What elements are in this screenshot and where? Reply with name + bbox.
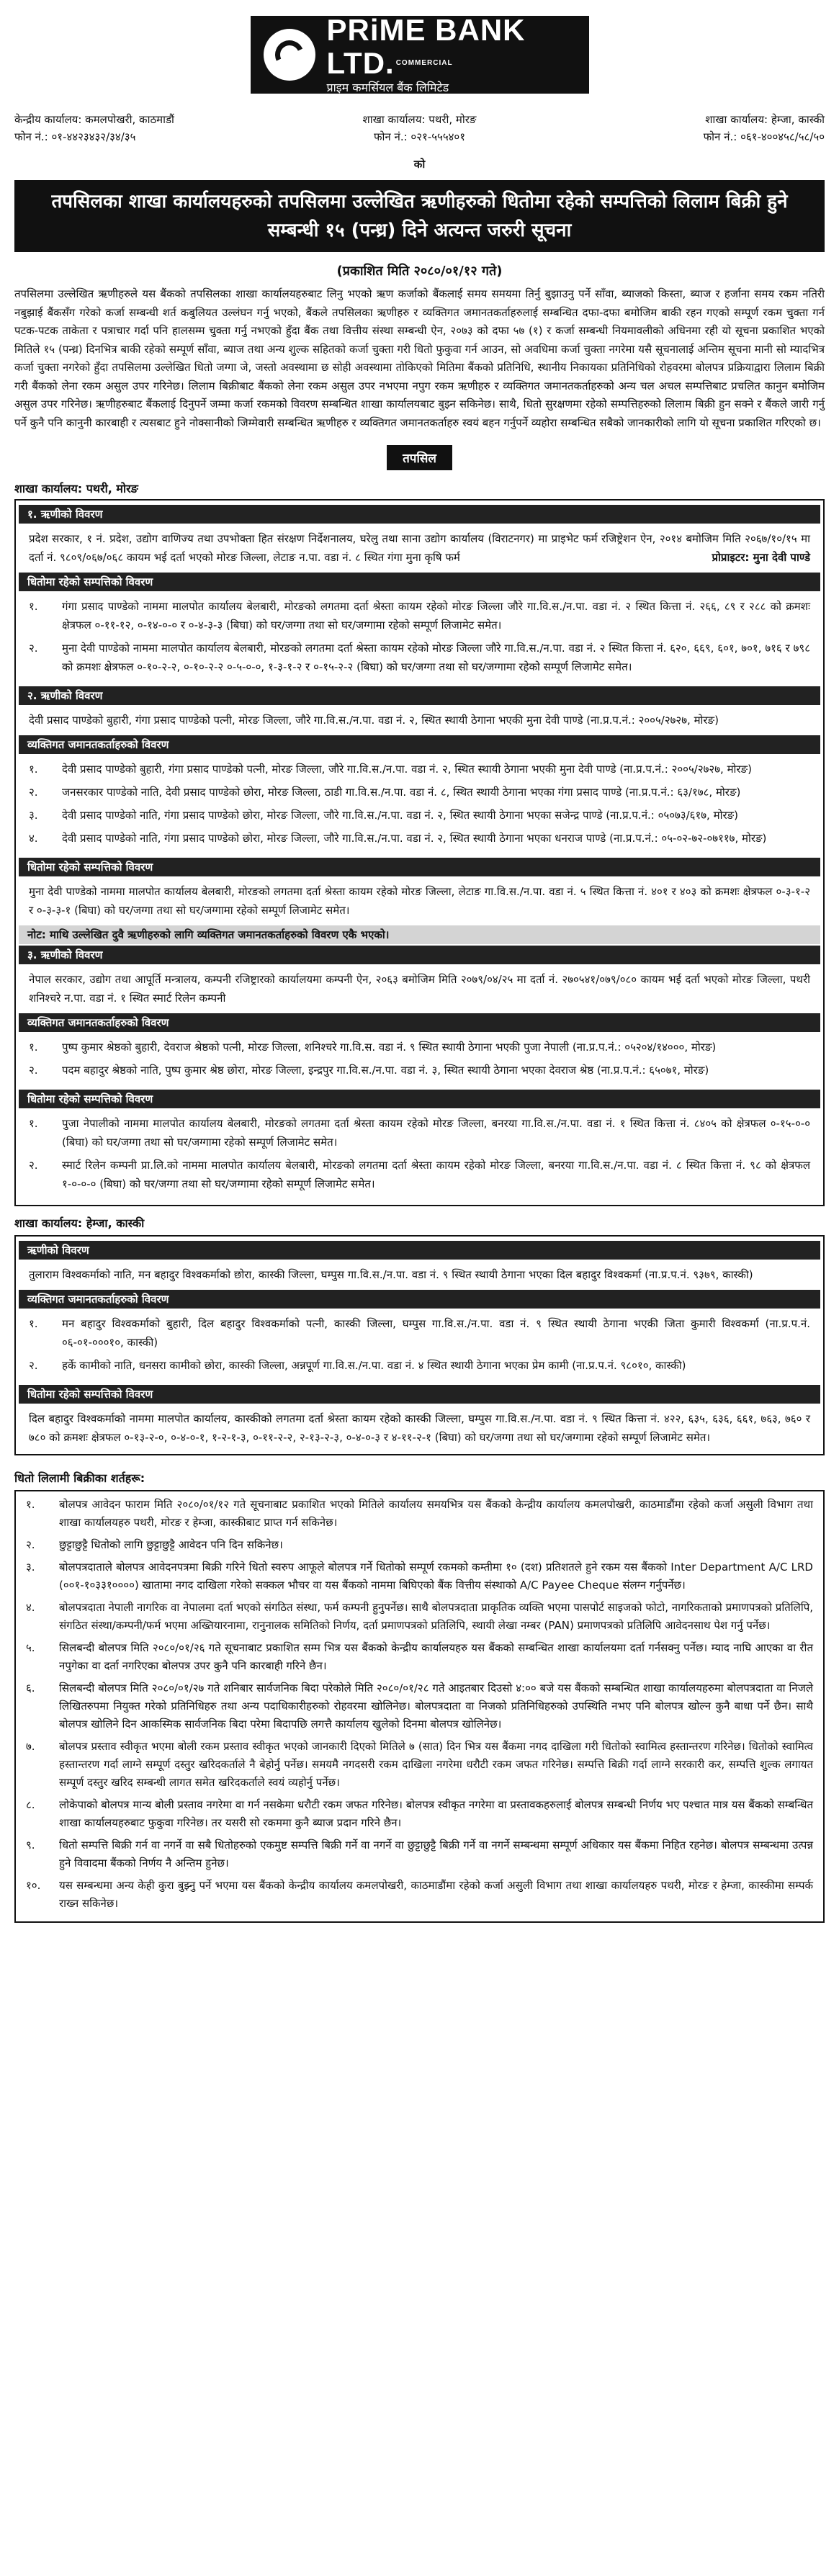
list-item: २. हर्के कामीको नाति, धनसरा कामीको छोरा, कास्की जिल्ला, अन्नपूर्ण गा.वि.स./न.पा. वडा नं. ४ स्थित स्थायी ठेगाना भएका प्रेम कामी (ना.प्र.प.नं. ९८०१०, कास्की) — [29, 1359, 686, 1372]
head-office-phone: फोन नं.: ०१-४४२३४३२/३४/३५ — [14, 130, 136, 143]
list-item: २. पदम बहादुर श्रेष्ठको नाति, पुष्प कुमार श्रेष्ठ छोरा, मोरङ जिल्ला, इन्द्रपुर गा.वि.स./न.पा. वडा नं. ३, स्थित स्थायी ठेगाना भएका देवराज श्रेष्ठ (ना.प्र.प.नं.: ६५०७१, मोरङ) — [29, 1064, 709, 1077]
hemja-guarantor-list — [19, 1310, 820, 1383]
hemja-office-address: शाखा कार्यालय: हेम्जा, कास्की — [705, 113, 825, 126]
hemja-borrower-details: तुलाराम विश्वकर्माको नाति, मन बहादुर विश्वकर्माको छोरा, कास्की जिल्ला, घम्पुस गा.वि.स./न.पा. वडा नं. ९ स्थित स्थायी ठेगाना भएका दिल बहादुर विश्वकर्मा (ना.प्र.प.नं. ९३७९, कास्की) — [29, 1268, 753, 1281]
guarantor-note: नोट: माथि उल्लेखित दुवै ऋणीहरुको लागि व्यक्तिगत जमानतकर्ताहरुको विवरण एकै भएको। — [19, 925, 820, 944]
notice-title: तपसिलका शाखा कार्यालयहरुको तपसिलमा उल्लेखित ऋणीहरुको धितोमा रहेको सम्पत्तिको लिलाम बिक्री हुने सम्बन्धी १५ (पन्ध्र) दिने अत्यन्त जरुरी सूचना — [14, 180, 825, 252]
borrower-1-text: प्रदेश सरकार, १ नं. प्रदेश, उद्योग वाणिज्य तथा उपभोक्ता हित संरक्षण निर्देशनालय, घरेलु तथा साना उद्योग कार्यालय (विराटनगर) मा प्राइभेट फर्म रजिष्ट्रेशन ऐन, २०१४ बमोजिम मिति २०६७/१०/१५ मा दर्ता नं. ९८०९/०६७/०६८ कायम भई दर्ता भएको मोरङ जिल्ला, लेटाङ न.पा. वडा नं. ८ स्थित गंगा मुना कृषि फर्म — [29, 532, 810, 564]
borrower-2-details: देवी प्रसाद पाण्डेको बुहारी, गंगा प्रसाद पाण्डेको पत्नी, मोरङ जिल्ला, जौरे गा.वि.स./न.पा. वडा नं. २, स्थित स्थायी ठेगाना भएकी मुना देवी पाण्डे (ना.प्र.प.नं.: २००५/२७२७, मोरङ) — [29, 714, 719, 727]
hemja-borrower-heading: ऋणीको विवरण — [19, 1241, 820, 1260]
list-item: ६. सिलबन्दी बोलपत्र मिति २०८०/०१/२७ गते शनिबार सार्वजनिक बिदा परेकोले मिति २०८०/०१/२८ गते आइतबार दिउसो ४:०० बजे यस बैंकको सम्बन्धित शाखा कार्यालयहरुमा बोलपत्रदाता वा निजले लिखितरुपमा नियुक्त गरेको प्रतिनिधिहरु तथा अन्य पदाधिकारीहरुको रोहवरमा खोलिनेछ। बोलपत्रदाता वा निजको प्रतिनिधिहरुको उपस्थिति नभए पनि बोलपत्र खोल्न कुनै बाधा पर्ने छैन। साथै बोलपत्र खोलिने दिन आकस्मिक सार्वजनिक बिदा परेमा बिदापछि लगत्तै कार्यालय खुलेको दिनमा बोलपत्र खोलिनेछ। — [26, 1682, 813, 1731]
list-item: १. पुजा नेपालीको नाममा मालपोत कार्यालय बेलबारी, मोरङको लगतमा दर्ता श्रेस्ता कायम रहेको मोरङ जिल्ला, बनरया गा.वि.स./न.पा. वडा नं. १ स्थित कित्ता नं. ८४०५ को क्षेत्रफल ०-१५-०-० (बिघा) को घर/जग्गा तथा सो घर/जग्गामा रहेको सम्पूर्ण लिजामेट समेत। — [29, 1117, 810, 1149]
borrower-2-guarantor-heading: व्यक्तिगत जमानतकर्ताहरुको विवरण — [19, 735, 820, 754]
head-office — [14, 111, 282, 145]
prime-bank-logo-icon — [264, 29, 315, 81]
list-item: ३. बोलपत्रदाताले बोलपत्र आवेदनपत्रमा बिक्री गरिने धितो स्वरुप आफूले बोलपत्र गर्ने धितोको सम्पूर्ण रकमको कम्तीमा १० (दश) प्रतिशतले हुने रकम यस बैंकको Inter Department A/C LRD (००१-१०३३१००००) खातामा नगद दाखिला गरेको सक्कल भौचर वा यस बैंकको नाममा बिघिएको बैंक वित्तीय संस्थाको A/C Payee Cheque संलग्न गर्नुपर्नेछ। — [26, 1561, 813, 1592]
list-item: २. मुना देवी पाण्डेको नाममा मालपोत कार्यालय बेलबारी, मोरङको लगतमा दर्ता श्रेस्ता कायम रहेको मोरङ जिल्ला जौरे गा.वि.स./न.पा. वडा नं. २ स्थित कित्ता नं. ६२०, ६६९, ६०१, ७०१, ७१६ र ७९८ को क्रमशः क्षेत्रफल ०-१०-२-२, ०-१०-२-२ ०-५-०-०, १-३-१-२ र ०-१५-२-२ (बिघा) को घर/जग्गा तथा सो घर/जग्गामा रहेको सम्पूर्ण लिजामेट समेत। — [29, 642, 810, 673]
hemja-guarantor-heading: व्यक्तिगत जमानतकर्ताहरुको विवरण — [19, 1290, 820, 1309]
list-item: ५. सिलबन्दी बोलपत्र मिति २०८०/०१/२६ गते सूचनाबाट प्रकाशित सम्म भित्र यस बैंकको केन्द्रीय कार्यालयहरु यस बैंकको सम्बन्धित शाखा कार्यालयमा दर्ता गर्नसक्नु पर्नेछ। म्याद नाघि आएका वा रीत नपुगेका वा दर्ता नगरिएका बोलपत्र उपर कुनै पनि कारबाही गरिने छैन। — [26, 1641, 813, 1672]
borrower-1-collateral-heading: धितोमा रहेको सम्पत्तिको विवरण — [19, 573, 820, 591]
list-item: ४. बोलपत्रदाता नेपाली नागरिक वा नेपालमा दर्ता भएको संगठित संस्था, फर्म कम्पनी हुनुपर्नेछ। साथै बोलपत्रदाता प्राकृतिक व्यक्ति भएमा पासपोर्ट साइजको फोटो, नागरिकताको प्रमाणपत्रको प्रतिलिपि, संगठित संस्था/कम्पनी/फर्म भएमा अख्तियारनामा, रानुनालक समितिको निर्णय, दर्ता प्रमाणपत्रको प्रतिलिपि, स्थायी लेखा नम्बर (PAN) प्रमाणपत्रको प्रतिलिपि आवेदनसाथ पेश गर्नु पर्नेछ। — [26, 1601, 813, 1632]
borrower-2-collateral: मुना देवी पाण्डेको नाममा मालपोत कार्यालय बेलबारी, मोरङको लगतमा दर्ता श्रेस्ता कायम रहेको मोरङ जिल्ला, लेटाङ गा.वि.स./न.पा. वडा नं. ५ स्थित कित्ता नं. ४०१ र ४०३ को क्रमशः क्षेत्रफल ०-३-१-२ र ०-३-३-१ (बिघा) को घर/जग्गा तथा सो घर/जग्गामा रहेको सम्पूर्ण लिजामेट समेत। — [29, 885, 810, 917]
list-item: ७. बोलपत्र प्रस्ताव स्वीकृत भएमा बोली रकम प्रस्ताव स्वीकृत भएको जानकारी दिएको मितिले ७ (सात) दिन भित्र यस बैंकमा नगद दाखिला गरी धितोको स्वामित्व हस्तान्तरण गरिनेछ। धितोको स्वामित्व हस्तान्तरण गर्दा लाग्ने सम्पूर्ण दस्तुर खरिदकर्ताले नै बेहोर्नु पर्नेछ। समयमै नगदसरी रकम दाखिला नगरेमा धरौटी रकम जफत गरिनेछ। सम्पत्ति बिक्री गर्दा लाग्ने सरकारी कर, सम्पत्ति शुल्क लगायत सम्पूर्ण दस्तुर खरिद सम्बन्धी लागत समेत खरिदकर्ताले स्वयं व्यहोर्नु पर्नेछ। — [26, 1740, 813, 1789]
hemja-office — [557, 111, 825, 145]
borrower-1-heading: १. ऋणीको विवरण — [19, 505, 820, 524]
list-item: ३. देवी प्रसाद पाण्डेको नाति, गंगा प्रसाद पाण्डेको छोरा, मोरङ जिल्ला, जौरे गा.वि.स./न.पा. वडा नं. २, स्थित स्थायी ठेगाना भएका सजेन्द्र पाण्डे (ना.प्र.प.नं.: ०५०७३/६१७, मोरङ) — [29, 809, 738, 822]
logo-text — [327, 14, 576, 96]
conditions-title: धितो लिलामी बिक्रीका शर्तहरू: — [14, 1471, 145, 1485]
logo-nepali-name: प्राइम कमर्सियल बैंक लिमिटेड — [326, 81, 449, 94]
borrower-2-heading: २. ऋणीको विवरण — [19, 686, 820, 705]
branch-hemja-label: शाखा कार्यालय: हेम्जा, कास्की — [14, 1216, 145, 1230]
conditions-list — [16, 1491, 823, 1921]
borrower-2-collateral-heading: धितोमा रहेको सम्पत्तिको विवरण — [19, 858, 820, 876]
intro-paragraph: तपसिलमा उल्लेखित ऋणीहरुले यस बैंकको तपसिलका शाखा कार्यालयहरुबाट लिनु भएको ऋण कर्जाको बैंकलाई समय समयमा तिर्नु बुझाउनु पर्ने साँवा, ब्याजको किस्ता, ब्याज र हर्जाना समय रकम नतिरी नबुझाई बैंकसँग गरेको कर्जा सम्बन्धी शर्त कबुलियत उल्लंघन गर्नु भएको, बैंकले तपसिलका ऋणीहरु र व्यक्तिगत जमानतकर्ताहरुलाई सम्बन्धित दफा-दफा बमोजिम बाकी रहन गएको सम्पूर्ण रकम चुक्ता गर्न पटक-पटक ताकेता र पत्राचार गर्दा पनि हालसम्म चुक्ता गर्नु नभएको हुँदा बैंक तथा वित्तीय संस्था सम्बन्धी ऐन, २०७३ को दफा ५७ (१) र कर्जा सम्बन्धी नियमावलीको अधिनमा रही यो सूचना प्रकाशित भएको मितिले १५ (पन्ध्र) दिनभित्र बाकी रहेको सम्पूर्ण साँवा, ब्याज तथा अन्य शुल्क सहितको कर्जा चुक्ता गरी धितो फुकुवा गर्न आउन, सो अवधिमा कर्जा चुक्ता नगरेमा यसै सूचनालाई अन्तिम सूचना मानी सो म्यादभित्र कर्जा चुक्ता नगरेको हुँदा तपसिलमा उल्लेखित धितो जग्गा जे, जस्तो अवस्थामा छ सोही अवस्थामा तोकिएको मितिमा बैंकको प्रतिनिधि, स्थानीय निकायका प्रतिनिधिको रोहवरमा बोलपत्र प्रक्रियाद्वारा लिलाम बिक्री गरी बैंकको लेना रकम असुल उपर गरिनेछ। लिलाम बिक्रीबाट बैंकको लेना रकम असुल उपर नभएमा नपुग रकम ऋणीहरु र व्यक्तिगत जमानतकर्ताहरुको अन्य चल अचल सम्पत्तिबाट प्रचलित कानुन बमोजिम असुल उपर गरिनेछ। ऋणीहरुबाट बैंकलाई दिनुपर्ने जम्मा कर्जा रकमको विवरण सम्बन्धित शाखा कार्यालयबाट बुझ्न सकिनेछ। साथै, धितो सुरक्षणमा रहेको सम्पत्तिहरुको लिलाम बिक्री हुन सक्ने र बैंकले जारी गर्नु पर्ने कुनै पनि कानुनी कारबाही र त्यसबाट हुने नोक्सानीको जिम्मेवारी सम्बन्धित ऋणीहरु र व्यक्तिगत जमानतकर्ताहरु स्वयं बहन गर्नुपर्ने व्यहोरा सम्बन्धित सबैको जानकारीको लागि यो सूचना प्रकाशित गरिएको छ। — [14, 287, 825, 429]
ko-label: को — [413, 158, 426, 171]
borrower-3-collateral-heading: धितोमा रहेको सम्पत्तिको विवरण — [19, 1090, 820, 1108]
tapsil-heading: तपसिल — [387, 445, 452, 470]
hemja-collateral: दिल बहादुर विश्वकर्माको नाममा मालपोत कार्यालय, कास्कीको लगतमा दर्ता श्रेस्ता कायम रहेको कास्की जिल्ला, घम्पुस गा.वि.स./न.पा. वडा नं. ९ स्थित कित्ता नं. ४२२, ६३५, ६३६, ६६१, ७६३, ७६० र ७८० को क्रमशः क्षेत्रफल ०-१३-२-०, ०-४-०-१, १-२-१-३, ०-११-२-२, २-१३-२-३, ०-४-०-३ र ४-११-२-१ (बिघा) को घर/जग्गा तथा सो घर/जग्गामा रहेको सम्पूर्ण लिजामेट समेत। — [29, 1412, 810, 1444]
borrower-3-guarantor-heading: व्यक्तिगत जमानतकर्ताहरुको विवरण — [19, 1013, 820, 1032]
office-addresses — [14, 111, 825, 145]
borrower-1-proprietor: प्रोप्राइटर: मुना देवी पाण्डे — [712, 551, 810, 564]
branch-pathari-box — [14, 499, 825, 1206]
borrower-2-guarantor-list — [19, 755, 820, 856]
list-item: २. जनसरकार पाण्डेको नाति, देवी प्रसाद पाण्डेको छोरा, मोरङ जिल्ला, ठाडी गा.वि.स./न.पा. वडा नं. ८, स्थित स्थायी ठेगाना भएका गंगा प्रसाद पाण्डे (ना.प्र.प.नं.: ६३/१७८, मोरङ) — [29, 786, 741, 799]
notice-page — [14, 0, 825, 1923]
pathari-office-phone: फोन नं.: ०२१-५५५४०१ — [373, 130, 466, 143]
borrower-3-collateral-list — [19, 1110, 820, 1202]
borrower-3-details: नेपाल सरकार, उद्योग तथा आपूर्ति मन्त्रालय, कम्पनी रजिष्ट्रारको कार्यालयमा कम्पनी ऐन, २०६३ बमोजिम मिति २०७९/०४/२५ मा दर्ता नं. २७०५४१/०७९/०८० कायम भई दर्ता भएको मोरङ जिल्ला, पथरी शनिश्चरे न.पा. वडा नं. १ स्थित स्मार्ट रिलेन कम्पनी — [29, 973, 810, 1005]
list-item: १. पुष्प कुमार श्रेष्ठको बुहारी, देवराज श्रेष्ठको पत्नी, मोरङ जिल्ला, शनिश्चरे गा.वि.स. वडा नं. ९ स्थित स्थायी ठेगाना भएकी पुजा नेपाली (ना.प्र.प.नं.: ०५२०४/१४०००, मोरङ) — [29, 1041, 717, 1054]
logo-commercial: COMMERCIAL — [395, 59, 453, 67]
list-item: १. मन बहादुर विश्वकर्माको बुहारी, दिल बहादुर विश्वकर्माको पत्नी, कास्की जिल्ला, घम्पुस गा.वि.स./न.पा. वडा नं. ९ स्थित स्थायी ठेगाना भएकी जिता कुमारी विश्वकर्मा (ना.प्र.प.नं. ०६-०१-०००१०, कास्की) — [29, 1317, 810, 1349]
head-office-address: केन्द्रीय कार्यालय: कमलपोखरी, काठमाडौं — [14, 113, 174, 126]
logo-name: PRiME BANK LTD. — [326, 13, 526, 80]
borrower-3-heading: ३. ऋणीको विवरण — [19, 946, 820, 964]
bank-logo — [251, 13, 589, 94]
list-item: १०. यस सम्बन्धमा अन्य केही कुरा बुझ्नु पर्ने भएमा यस बैंकको केन्द्रीय कार्यालय कमलपोखरी, काठमाडौंमा रहेको कर्जा असुली विभाग तथा शाखा कार्यालयहरु पथरी, मोरङ र हेम्जा, कास्कीमा सम्पर्क राख्न सकिनेछ। — [26, 1879, 813, 1910]
borrower-1-details — [19, 525, 820, 571]
borrower-1-collateral-list — [19, 593, 820, 685]
list-item: २. स्मार्ट रिलेन कम्पनी प्रा.लि.को नाममा मालपोत कार्यालय बेलबारी, मोरङको लगतमा दर्ता श्रेस्ता कायम रहेको मोरङ जिल्ला, बनरया गा.वि.स./न.पा. वडा नं. ८ स्थित कित्ता नं. ९८ को क्षेत्रफल १-०-०-० (बिघा) को घर/जग्गा तथा सो घर/जग्गामा रहेको सम्पूर्ण लिजामेट समेत। — [29, 1159, 810, 1190]
branch-pathari-label: शाखा कार्यालय: पथरी, मोरङ — [14, 482, 138, 495]
publish-date: (प्रकाशित मिति २०८०/०१/१२ गते) — [336, 264, 503, 279]
conditions-box — [14, 1490, 825, 1923]
list-item: १. गंगा प्रसाद पाण्डेको नाममा मालपोत कार्यालय बेलबारी, मोरङको लगतमा दर्ता श्रेस्ता कायम रहेको मोरङ जिल्ला जौरे गा.वि.स./न.पा. वडा नं. २ स्थित कित्ता नं. २६६, ८९ र २८८ को क्रमशः क्षेत्रफल ०-११-१२, ०-१४-०-० र ०-४-३-३ (बिघा) को घर/जग्गा तथा सो घर/जग्गामा रहेको सम्पूर्ण लिजामेट समेत। — [29, 600, 810, 632]
hemja-collateral-heading: धितोमा रहेको सम्पत्तिको विवरण — [19, 1385, 820, 1404]
hemja-office-phone: फोन नं.: ०६१-४००४५८/५८/५० — [703, 130, 825, 143]
list-item: ८. लोकेपाको बोलपत्र मान्य बोली प्रस्ताव नगरेमा वा गर्न नसकेमा धरौटी रकम जफत गरिनेछ। बोलपत्र स्वीकृत नगरेमा वा प्रस्तावकहरुलाई बोलपत्र सम्बन्धी निर्णय भए पश्चात मात्र यस बैंकको सम्बन्धित शाखा कार्यालयहरुबाट फुकुवा गरिनेछ। तर यसरी सो रकममा कुनै ब्याज प्रदान गरिने छैन। — [26, 1798, 813, 1829]
list-item: ९. धितो सम्पत्ति बिक्री गर्न वा नगर्ने वा सबै धितोहरुको एकमुष्ट सम्पत्ति बिक्री गर्ने वा नगर्ने वा छुट्टाछुट्टै बिक्री गर्ने वा नगर्ने सम्बन्धमा सम्पूर्ण अधिकार यस बैंकमा निहित रहनेछ। बोलपत्र सम्बन्धमा उत्पन्न हुने विवादमा बैंकको निर्णय नै अन्तिम हुनेछ। — [26, 1839, 813, 1870]
list-item: १. देवी प्रसाद पाण्डेको बुहारी, गंगा प्रसाद पाण्डेको पत्नी, मोरङ जिल्ला, जौरे गा.वि.स./न.पा. वडा नं. २, स्थित स्थायी ठेगाना भएकी मुना देवी पाण्डे (ना.प्र.प.नं.: २००५/२७२७, मोरङ) — [29, 763, 752, 776]
borrower-3-guarantor-list — [19, 1033, 820, 1088]
pathari-office — [286, 111, 553, 145]
list-item: ४. देवी प्रसाद पाण्डेको नाति, गंगा प्रसाद पाण्डेको छोरा, मोरङ जिल्ला, जौरे गा.वि.स./न.पा. वडा नं. २, स्थित स्थायी ठेगाना भएका धनराज पाण्डे (ना.प्र.प.नं.: ०५-०२-७२-०७११७, मोरङ) — [29, 832, 767, 845]
list-item: १. बोलपत्र आवेदन फाराम मिति २०८०/०१/१२ गते सूचनाबाट प्रकाशित भएको मितिले कार्यालय समयभित्र यस बैंकको केन्द्रीय कार्यालय कमलपोखरी, काठमाडौंमा रहेको कर्जा असुली विभाग तथा शाखा कार्यालयहरु पथरी, मोरङ र हेम्जा, कास्कीबाट प्राप्त गर्न सकिनेछ। — [26, 1498, 813, 1529]
branch-hemja-box — [14, 1235, 825, 1455]
pathari-office-address: शाखा कार्यालय: पथरी, मोरङ — [362, 113, 477, 126]
list-item: २. छुट्टाछुट्टै धितोको लागि छुट्टाछुट्टै आवेदन पनि दिन सकिनेछ। — [26, 1538, 283, 1551]
